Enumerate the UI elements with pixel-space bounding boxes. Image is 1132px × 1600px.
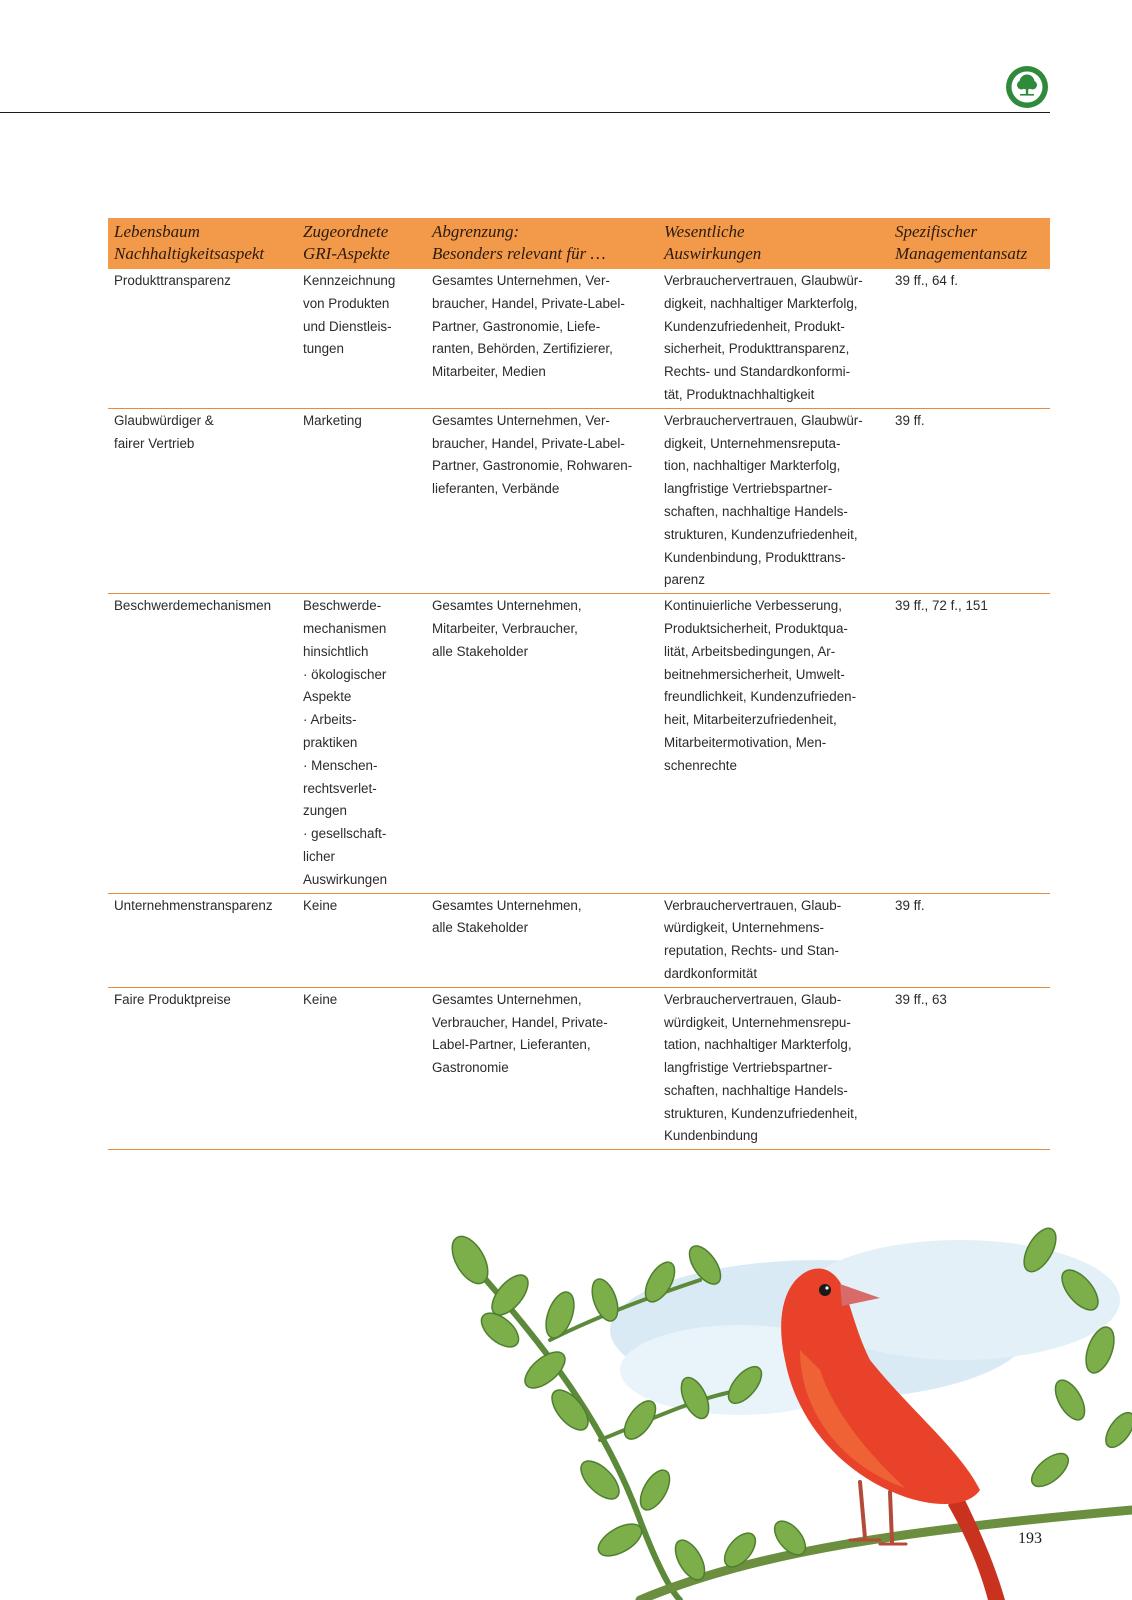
- cell-boundary: Gesamtes Unternehmen, alle Stakeholder: [426, 893, 658, 987]
- table-row: [108, 893, 1050, 987]
- table-row: [108, 594, 1050, 893]
- cell-boundary: Gesamtes Unternehmen, Ver- braucher, Handel, Private-Label- Partner, Gastronomie, Liefe- ranten, Behörden, Zertifizierer, Mitarbeiter, Medien: [426, 269, 658, 408]
- cell-gri-aspects: Kennzeichnung von Produkten und Dienstleis- tungen: [297, 269, 426, 408]
- cell-impacts: Verbrauchervertrauen, Glaub- würdigkeit, Unternehmens- reputation, Rechts- und Stan- dardkonformität: [658, 893, 889, 987]
- cell-boundary: Gesamtes Unternehmen, Verbraucher, Handel, Private- Label-Partner, Lieferanten, Gastronomie: [426, 987, 658, 1150]
- cell-management-approach: 39 ff.: [889, 893, 1050, 987]
- table-row: [108, 987, 1050, 1150]
- header-boundary: Abgrenzung: Besonders relevant für …: [426, 218, 658, 269]
- cell-gri-aspects: Keine: [297, 987, 426, 1150]
- cell-impacts: Verbrauchervertrauen, Glaubwür- digkeit, nachhaltiger Markterfolg, Kundenzufriedenheit, Produkt- sicherheit, Produkttransparenz, Rechts- und Standardkonformi- tät, Produktnachhaltigkeit: [658, 269, 889, 408]
- cell-aspect: Glaubwürdiger & fairer Vertrieb: [108, 408, 297, 593]
- header-rule: [0, 112, 1050, 113]
- header-impacts: Wesentliche Auswirkungen: [658, 218, 889, 269]
- header-gri-aspects: Zugeordnete GRI-Aspekte: [297, 218, 426, 269]
- cell-impacts: Verbrauchervertrauen, Glaub- würdigkeit, Unternehmensrepu- tation, nachhaltiger Markterfolg, langfristige Vertriebspartner- schaften, nachhaltige Handels- strukturen, Kundenzufriedenheit, Kundenbindung: [658, 987, 889, 1150]
- page-number: 193: [1018, 1530, 1042, 1547]
- table-row: [108, 269, 1050, 408]
- cell-aspect: Faire Produktpreise: [108, 987, 297, 1150]
- header-aspect: Lebensbaum Nachhaltigkeitsaspekt: [108, 218, 297, 269]
- table-row: [108, 408, 1050, 593]
- lebensbaum-logo: [1005, 65, 1049, 109]
- cell-gri-aspects: Marketing: [297, 408, 426, 593]
- cell-management-approach: 39 ff.: [889, 408, 1050, 593]
- sustainability-aspects-table: [108, 218, 1050, 1150]
- cell-impacts: Kontinuierliche Verbesserung, Produktsicherheit, Produktqua- lität, Arbeitsbedingungen, Ar- beitnehmersicherheit, Umwelt- freundlichkeit, Kundenzufrieden- heit, Mitarbeiterzufriedenheit, Mitarbeitermotivation, Men- schenrechte: [658, 594, 889, 893]
- cell-boundary: Gesamtes Unternehmen, Ver- braucher, Handel, Private-Label- Partner, Gastronomie, Rohwaren- lieferanten, Verbände: [426, 408, 658, 593]
- header-management-approach: Spezifischer Managementansatz: [889, 218, 1050, 269]
- cell-aspect: Produkttransparenz: [108, 269, 297, 408]
- cell-management-approach: 39 ff., 72 f., 151: [889, 594, 1050, 893]
- cell-gri-aspects: Keine: [297, 893, 426, 987]
- cell-boundary: Gesamtes Unternehmen, Mitarbeiter, Verbraucher, alle Stakeholder: [426, 594, 658, 893]
- cell-aspect: Beschwerdemechanismen: [108, 594, 297, 893]
- table-header-row: [108, 218, 1050, 269]
- cell-management-approach: 39 ff., 63: [889, 987, 1050, 1150]
- cell-aspect: Unternehmenstransparenz: [108, 893, 297, 987]
- cell-management-approach: 39 ff., 64 f.: [889, 269, 1050, 408]
- cell-impacts: Verbrauchervertrauen, Glaubwür- digkeit, Unternehmensreputa- tion, nachhaltiger Markterfolg, langfristige Vertriebspartner- schaften, nachhaltige Handels- strukturen, Kundenzufriedenheit, Kundenbindung, Produkttrans- parenz: [658, 408, 889, 593]
- cell-gri-aspects: Beschwerde- mechanismen hinsichtlich · ökologischer Aspekte · Arbeits- praktiken · Menschen- rechtsverlet- zungen · gesellschaft- licher Auswirkungen: [297, 594, 426, 893]
